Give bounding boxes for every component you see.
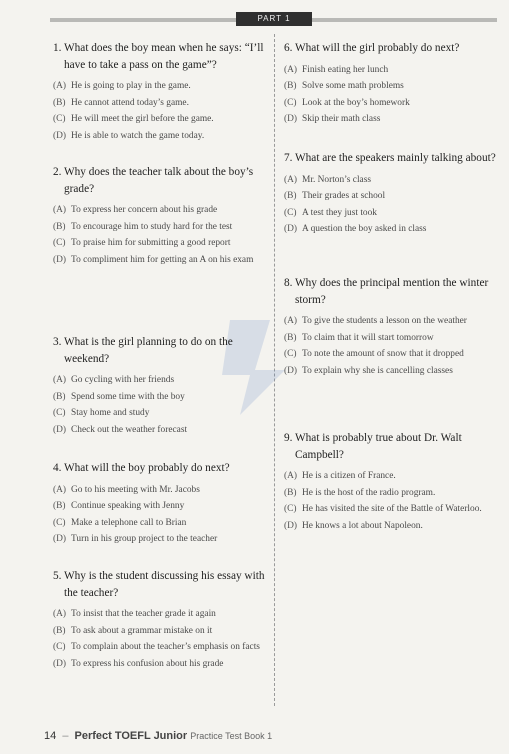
option-c: (C) He has visited the site of the Battle of Waterloo.	[284, 504, 482, 515]
option-a: (A) He is a citizen of France.	[284, 471, 396, 481]
question-text: What will the girl probably do next?	[295, 42, 460, 54]
option-d: (D) A question the boy asked in class	[284, 224, 427, 235]
option-b: (B) Spend some time with the boy	[53, 391, 185, 402]
option-d: (D) Check out the weather forecast	[53, 424, 188, 435]
option-list	[53, 373, 267, 438]
question-number: 2.	[53, 166, 62, 178]
option-list	[284, 173, 496, 238]
option-c: (C) To note the amount of snow that it dropped	[284, 349, 464, 360]
question-text: What are the speakers mainly talking about?	[295, 152, 496, 164]
question-7	[284, 150, 496, 239]
option-b: (B) Solve some math problems	[284, 81, 404, 92]
question-text: Why does the teacher talk about the boy’s grade?	[64, 166, 254, 195]
option-d: (D) He knows a lot about Napoleon.	[284, 520, 423, 531]
option-list	[284, 469, 496, 534]
option-c: (C) A test they just took	[284, 207, 377, 218]
option-c: (C) To praise him for submitting a good report	[53, 238, 231, 249]
option-a: (A) To insist that the teacher grade it again	[53, 609, 216, 619]
option-a: (A) Mr. Norton’s class	[284, 174, 372, 185]
option-a: (A) Go to his meeting with Mr. Jacobs	[53, 484, 200, 495]
question-3	[53, 334, 267, 439]
option-d: (D) Turn in his group project to the teacher	[53, 534, 218, 545]
option-b: (B) Their grades at school	[284, 191, 386, 202]
option-b: (B) To encourage him to study hard for the test	[53, 221, 233, 232]
question-stem	[53, 334, 267, 367]
option-c: (C) Look at the boy’s homework	[284, 97, 410, 108]
column-divider	[274, 34, 275, 706]
question-number: 5.	[53, 570, 62, 582]
option-a: (A) Go cycling with her friends	[53, 375, 175, 385]
option-d: (D) To compliment him for getting an A on his exam	[53, 254, 254, 265]
question-1	[53, 40, 267, 145]
option-c: (C) To complain about the teacher’s emphasis on facts	[53, 642, 260, 653]
option-a: (A) He is going to play in the game.	[53, 81, 191, 91]
question-stem	[284, 275, 496, 308]
part-label: PART 1	[236, 12, 312, 26]
question-text: What will the boy probably do next?	[64, 462, 230, 474]
option-b: (B) He is the host of the radio program.	[284, 487, 436, 498]
option-list	[53, 203, 267, 268]
option-list	[284, 314, 496, 379]
question-stem	[53, 40, 267, 73]
option-b: (B) He cannot attend today’s game.	[53, 97, 189, 108]
question-text: Why is the student discussing his essay with the teacher?	[64, 570, 265, 599]
option-c: (C) Stay home and study	[53, 408, 150, 419]
question-number: 4.	[53, 462, 62, 474]
question-number: 8.	[284, 277, 293, 289]
question-text: Why does the principal mention the winter storm?	[295, 277, 489, 306]
book-brand: Perfect TOEFL Junior	[74, 730, 188, 742]
question-4	[53, 460, 267, 549]
option-list	[284, 63, 496, 128]
question-stem	[284, 40, 496, 57]
question-number: 9.	[284, 432, 293, 444]
option-a: (A) To give the students a lesson on the weather	[284, 316, 467, 326]
footer-dash: –	[62, 730, 69, 742]
option-d: (D) To express his confusion about his grade	[53, 658, 224, 669]
question-stem	[284, 430, 496, 463]
option-a: (A) Finish eating her lunch	[284, 64, 389, 75]
question-stem	[284, 150, 496, 167]
question-5	[53, 568, 267, 673]
option-b: (B) To ask about a grammar mistake on it	[53, 625, 213, 636]
option-d: (D) Skip their math class	[284, 114, 381, 125]
question-9	[284, 430, 496, 535]
question-number: 6.	[284, 42, 293, 54]
option-b: (B) To claim that it will start tomorrow	[284, 332, 434, 343]
question-stem	[53, 460, 267, 477]
question-2	[53, 164, 267, 269]
question-stem	[53, 164, 267, 197]
option-list	[53, 483, 267, 548]
page-footer	[44, 730, 272, 742]
question-number: 1.	[53, 42, 62, 54]
option-d: (D) He is able to watch the game today.	[53, 130, 205, 141]
option-list	[53, 79, 267, 144]
question-text: What is probably true about Dr. Walt Campbell?	[295, 432, 462, 461]
option-a: (A) To express her concern about his grade	[53, 205, 218, 215]
question-6	[284, 40, 496, 129]
page-number: 14	[44, 730, 57, 742]
option-d: (D) To explain why she is cancelling classes	[284, 365, 453, 376]
question-stem	[53, 568, 267, 601]
book-subtitle: Practice Test Book 1	[190, 731, 273, 741]
question-text: What is the girl planning to do on the weekend?	[64, 336, 233, 365]
option-b: (B) Continue speaking with Jenny	[53, 501, 185, 512]
question-number: 3.	[53, 336, 62, 348]
question-8	[284, 275, 496, 380]
question-number: 7.	[284, 152, 293, 164]
option-c: (C) He will meet the girl before the game.	[53, 114, 214, 125]
question-text: What does the boy mean when he says: “I’ll have to take a pass on the game”?	[64, 42, 264, 71]
option-c: (C) Make a telephone call to Brian	[53, 517, 187, 528]
option-list	[53, 607, 267, 672]
